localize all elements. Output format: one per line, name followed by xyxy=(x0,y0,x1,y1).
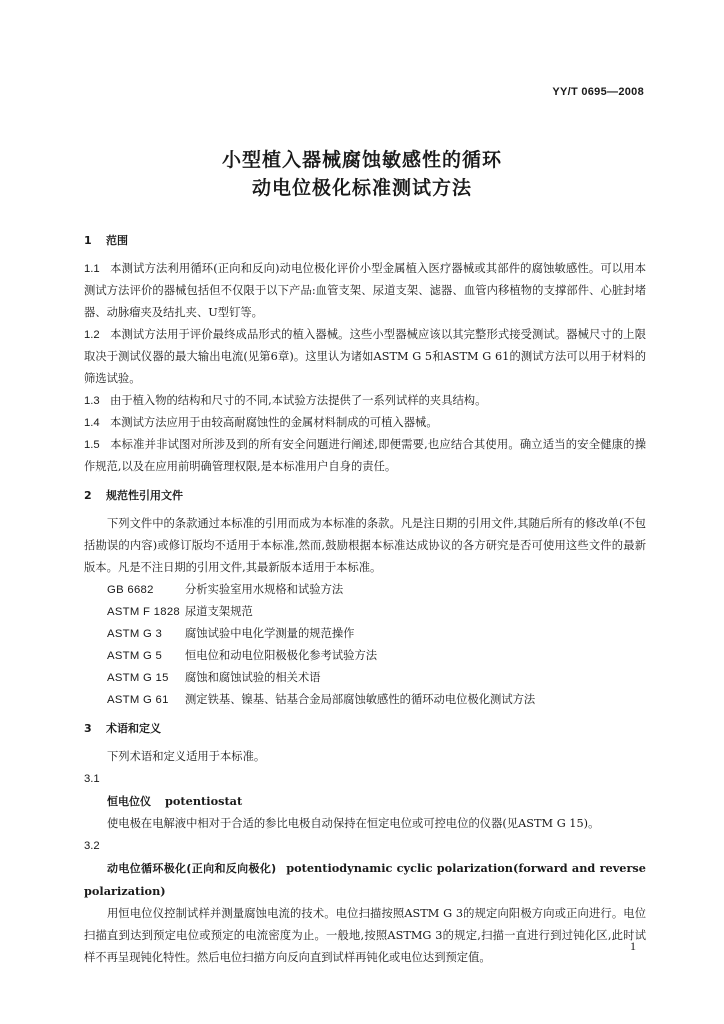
title-line-2: 动电位极化标准测试方法 xyxy=(251,177,472,199)
reference-title: 尿道支架规范 xyxy=(185,605,253,618)
document-body xyxy=(84,230,646,969)
reference-item xyxy=(84,689,646,711)
clause-1-2 xyxy=(84,324,646,390)
clause-text: 由于植入物的结构和尺寸的不同,本试验方法提供了一系列试样的夹具结构。 xyxy=(110,394,487,407)
reference-item xyxy=(84,601,646,623)
clause-text: 本测试方法应用于由较高耐腐蚀性的金属材料制成的可植入器械。 xyxy=(110,416,438,429)
clause-text: 本测试方法用于评价最终成品形式的植入器械。这些小型器械应该以其完整形式接受测试。器械尺寸的上限取决于测试仪器的最大输出电流(见第6章)。这里认为诸如ASTM G 5和ASTM G 61的测试方法可以用于材料的筛选试验。 xyxy=(84,328,646,385)
page-number: 1 xyxy=(630,939,636,953)
terms-intro: 下列术语和定义适用于本标准。 xyxy=(107,750,266,763)
section-heading-normative-references xyxy=(84,485,646,507)
term-name-en: potentiodynamic cyclic polarization(forward and reverse polarization) xyxy=(84,861,646,898)
section-number: 3 xyxy=(84,722,92,735)
section-title: 范围 xyxy=(106,234,128,247)
term-name-zh: 动电位循环极化(正向和反向极化) xyxy=(107,862,277,875)
clause-number: 1.1 xyxy=(84,263,100,275)
title-line-1: 小型植入器械腐蚀敏感性的循环 xyxy=(221,149,502,171)
document-title xyxy=(0,146,724,202)
standard-code: YY/T 0695—2008 xyxy=(552,86,644,98)
term-number: 3.1 xyxy=(84,773,100,785)
term-number: 3.2 xyxy=(84,840,100,852)
term-definition: 使电极在电解液中相对于合适的参比电极自动保持在恒定电位或可控电位的仪器(见ASTM G 15)。 xyxy=(107,817,600,830)
reference-code: ASTM G 15 xyxy=(107,672,169,684)
reference-item xyxy=(84,667,646,689)
reference-title: 腐蚀试验中电化学测量的规范操作 xyxy=(185,627,355,640)
term-3-1 xyxy=(84,790,646,813)
reference-code: ASTM G 3 xyxy=(107,628,163,640)
reference-item xyxy=(84,579,646,601)
clause-text: 本标准并非试图对所涉及到的所有安全问题进行阐述,即便需要,也应结合其使用。确立适当的安全健康的操作规范,以及在应用前明确管理权限,是本标准用户自身的责任。 xyxy=(84,438,646,473)
section-title: 术语和定义 xyxy=(106,722,161,735)
clause-1-3 xyxy=(84,390,646,412)
clause-1-5 xyxy=(84,434,646,478)
reference-item xyxy=(84,623,646,645)
references-intro: 下列文件中的条款通过本标准的引用而成为本标准的条款。凡是注日期的引用文件,其随后所有的修改单(不包括勘误的内容)或修订版均不适用于本标准,然而,鼓励根据本标准达成协议的各方研究是否可使用这些文件的最新版本。凡是不注日期的引用文件,其最新版本适用于本标准。 xyxy=(84,517,646,574)
reference-title: 测定铁基、镍基、钴基合金局部腐蚀敏感性的循环动电位极化测试方法 xyxy=(185,693,536,706)
reference-code: ASTM G 5 xyxy=(107,650,163,662)
section-heading-terms xyxy=(84,718,646,740)
reference-title: 恒电位和动电位阳极极化参考试验方法 xyxy=(185,649,378,662)
clause-number: 1.2 xyxy=(84,329,100,341)
section-heading-scope xyxy=(84,230,646,252)
clause-1-1 xyxy=(84,258,646,324)
section-number: 2 xyxy=(84,489,92,502)
reference-title: 分析实验室用水规格和试验方法 xyxy=(185,583,344,596)
term-name-en: potentiostat xyxy=(165,794,243,808)
clause-text: 本测试方法利用循环(正向和反向)动电位极化评价小型金属植入医疗器械或其部件的腐蚀敏感性。可以用本测试方法评价的器械包括但不仅限于以下产品:血管支架、尿道支架、滤器、血管内移植物的支撑部件、心脏封堵器、动脉瘤夹及结扎夹、U型钉等。 xyxy=(84,262,646,319)
reference-item xyxy=(84,645,646,667)
reference-title: 腐蚀和腐蚀试验的相关术语 xyxy=(185,671,321,684)
section-title: 规范性引用文件 xyxy=(106,489,183,502)
reference-code: ASTM G 61 xyxy=(107,694,169,706)
section-number: 1 xyxy=(84,234,92,247)
clause-1-4 xyxy=(84,412,646,434)
term-definition: 用恒电位仪控制试样并测量腐蚀电流的技术。电位扫描按照ASTM G 3的规定向阳极方向或正向进行。电位扫描直到达到预定电位或预定的电流密度为止。一般地,按照ASTMG 3的规定,扫描一直进行到过钝化区,此时试样不再呈现钝化特性。然后电位扫描方向反向直到试样再钝化或电位达到预定值。 xyxy=(84,907,646,964)
term-name-zh: 恒电位仪 xyxy=(107,795,151,808)
clause-number: 1.3 xyxy=(84,395,100,407)
term-3-2 xyxy=(84,857,646,903)
reference-code: ASTM F 1828 xyxy=(107,606,180,618)
reference-code: GB 6682 xyxy=(107,584,154,596)
clause-number: 1.4 xyxy=(84,417,100,429)
clause-number: 1.5 xyxy=(84,439,100,451)
